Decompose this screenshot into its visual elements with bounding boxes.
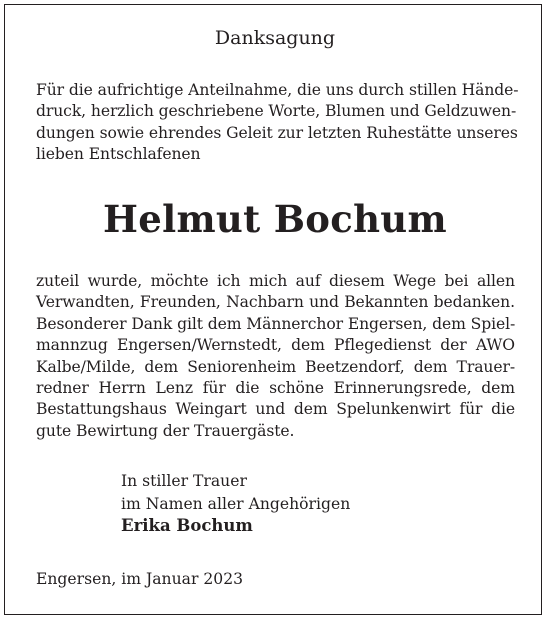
place-date: Engersen, im Januar 2023 — [36, 570, 244, 588]
mourning-phrase: In stiller Trauer — [121, 472, 247, 490]
intro-line: druck, herzlich geschriebene Worte, Blumen und Geldzuwen- — [36, 102, 517, 121]
notice-heading: Danksagung — [214, 27, 336, 49]
thanks-paragraph — [36, 271, 515, 442]
family-phrase: im Namen aller Angehörigen — [121, 494, 351, 513]
thanks-line: Besonderer Dank gilt dem Männerchor Engersen, dem Spiel- — [36, 314, 516, 333]
intro-line: Für die aufrichtige Anteilnahme, die uns durch stillen Hände- — [36, 81, 519, 99]
thanks-line: redner Herrn Lenz für die schöne Erinnerungsrede, dem — [36, 379, 515, 398]
thanks-line: Verwandten, Freunden, Nachbarn und Bekannten bedanken. — [36, 293, 515, 312]
thanks-line: mannzug Engersen/Wernstedt, dem Pflegedienst der AWO — [36, 336, 515, 355]
thanks-line: zuteil wurde, möchte ich mich auf diesem Wege bei allen — [36, 272, 515, 290]
thanks-line: Bestattungshaus Weingart und dem Spelunkenwirt für die — [36, 400, 515, 419]
intro-line: dungen sowie ehrendes Geleit zur letzten Ruhestätte unseres — [36, 123, 518, 142]
thanks-line: Kalbe/Milde, dem Seniorenheim Beetzendorf, dem Trauer- — [36, 357, 515, 376]
signer-name: Erika Bochum — [121, 516, 253, 535]
deceased-name: Helmut Bochum — [103, 197, 447, 241]
intro-paragraph — [36, 80, 519, 166]
thanks-line: gute Bewirtung der Trauergäste. — [36, 421, 295, 440]
signature-block — [121, 470, 350, 538]
intro-line: lieben Entschlafenen — [36, 145, 201, 164]
